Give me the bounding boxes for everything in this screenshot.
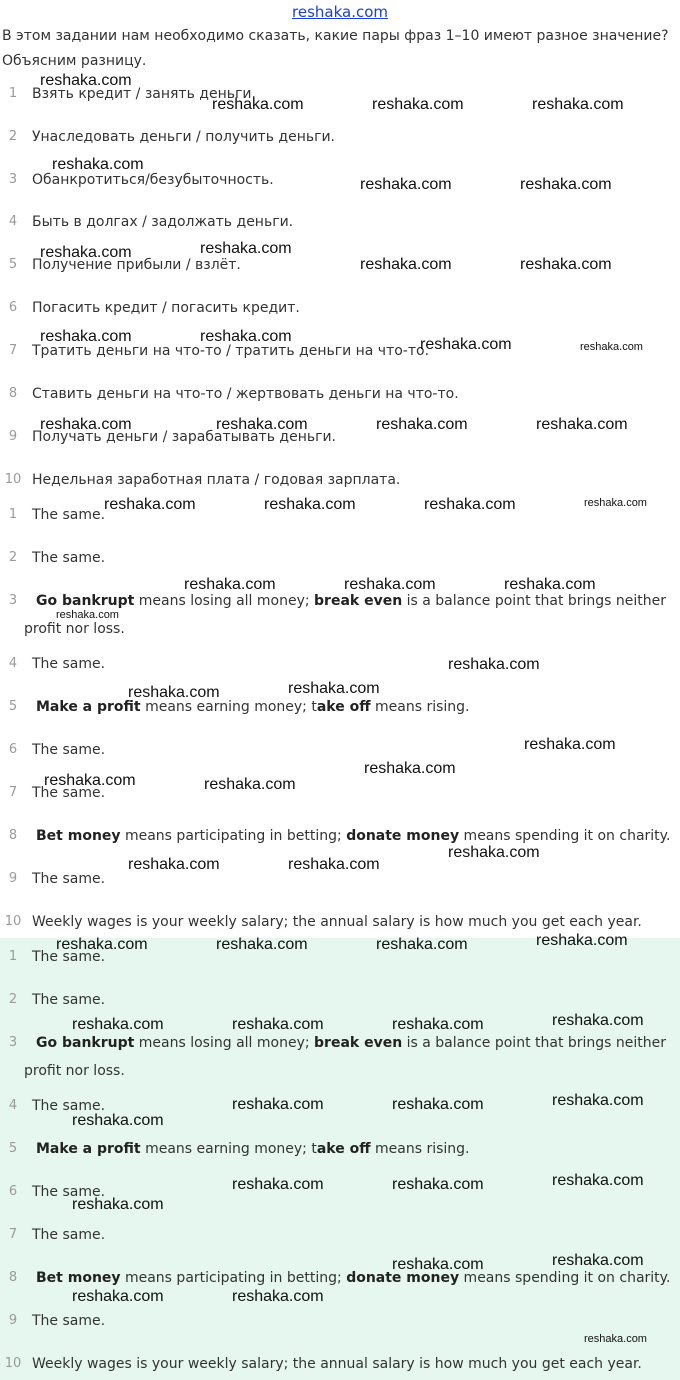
watermark: reshaka.com [200, 240, 292, 257]
watermark: reshaka.com [448, 656, 540, 673]
watermark: reshaka.com [532, 96, 624, 113]
watermark: reshaka.com [72, 1112, 164, 1129]
watermark: reshaka.com [392, 1256, 484, 1273]
watermark: reshaka.com [580, 341, 643, 353]
watermark: reshaka.com [44, 772, 136, 789]
watermark: reshaka.com [288, 856, 380, 873]
watermark: reshaka.com [420, 336, 512, 353]
watermark: reshaka.com [536, 932, 628, 949]
watermark: reshaka.com [372, 96, 464, 113]
watermark: reshaka.com [104, 496, 196, 513]
intro-line-2: Объясним разницу. [2, 53, 147, 69]
watermark: reshaka.com [232, 1176, 324, 1193]
watermark: reshaka.com [232, 1096, 324, 1113]
watermark: reshaka.com [72, 1288, 164, 1305]
watermark: reshaka.com [232, 1288, 324, 1305]
watermark: reshaka.com [584, 497, 647, 509]
intro-line-1: В этом задании нам необходимо сказать, какие пары фраз 1–10 имеют разное значение? [2, 28, 669, 44]
watermark: reshaka.com [184, 576, 276, 593]
watermark: reshaka.com [392, 1096, 484, 1113]
watermark: reshaka.com [552, 1012, 644, 1029]
watermark: reshaka.com [204, 776, 296, 793]
watermark: reshaka.com [392, 1176, 484, 1193]
watermark: reshaka.com [212, 96, 304, 113]
watermark: reshaka.com [216, 936, 308, 953]
watermark: reshaka.com [40, 244, 132, 261]
watermark: reshaka.com [520, 256, 612, 273]
watermark: reshaka.com [584, 1333, 647, 1345]
watermark: reshaka.com [344, 576, 436, 593]
watermark: reshaka.com [40, 72, 132, 89]
watermark: reshaka.com [424, 496, 516, 513]
watermark: reshaka.com [360, 176, 452, 193]
watermark: reshaka.com [552, 1172, 644, 1189]
watermark: reshaka.com [448, 844, 540, 861]
watermark: reshaka.com [504, 576, 596, 593]
watermark: reshaka.com [524, 736, 616, 753]
task-intro [2, 24, 678, 74]
watermark: reshaka.com [40, 328, 132, 345]
watermark: reshaka.com [520, 176, 612, 193]
watermark: reshaka.com [128, 684, 220, 701]
watermark: reshaka.com [72, 1016, 164, 1033]
watermark: reshaka.com [56, 936, 148, 953]
watermark: reshaka.com [52, 156, 144, 173]
watermark: reshaka.com [376, 936, 468, 953]
watermark: reshaka.com [200, 328, 292, 345]
watermark: reshaka.com [536, 416, 628, 433]
watermark: reshaka.com [232, 1016, 324, 1033]
watermark: reshaka.com [40, 416, 132, 433]
watermark: reshaka.com [552, 1092, 644, 1109]
watermark: reshaka.com [392, 1016, 484, 1033]
watermark: reshaka.com [128, 856, 220, 873]
watermark: reshaka.com [264, 496, 356, 513]
watermark: reshaka.com [364, 760, 456, 777]
watermark: reshaka.com [376, 416, 468, 433]
watermark: reshaka.com [360, 256, 452, 273]
watermark: reshaka.com [56, 609, 119, 621]
watermark: reshaka.com [216, 416, 308, 433]
site-header-link[interactable]: reshaka.com [292, 3, 388, 21]
watermark: reshaka.com [72, 1196, 164, 1213]
watermark: reshaka.com [288, 680, 380, 697]
watermark: reshaka.com [552, 1252, 644, 1269]
